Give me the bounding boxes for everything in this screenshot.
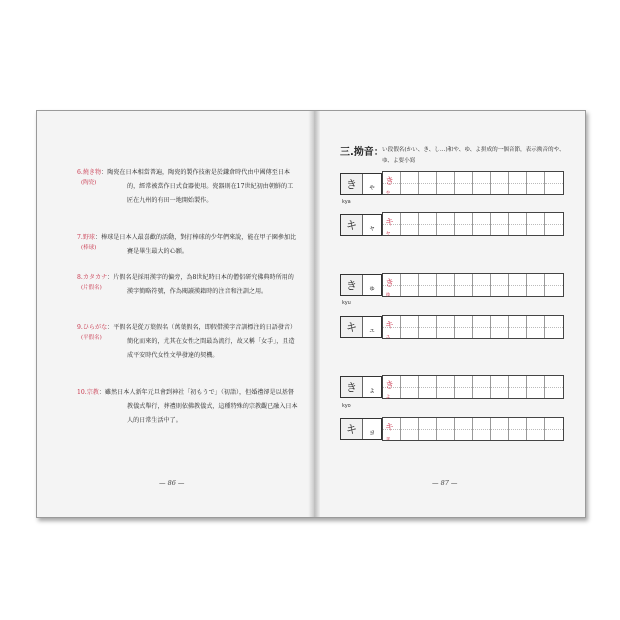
sample-kana: キョ [385, 423, 395, 442]
entry-term [77, 169, 101, 176]
entry-term-text: 宗教 [86, 389, 99, 396]
hiragana-box [340, 173, 382, 195]
kana-small: ゅ [368, 284, 376, 292]
entry-number: 6. [77, 169, 83, 176]
romaji-label: kyu [342, 300, 351, 306]
right-page [320, 111, 585, 517]
entry-number: 7. [77, 234, 83, 241]
katakana-box [340, 214, 382, 236]
romaji-label: kya [342, 199, 351, 205]
entry-subterm: (片假名) [81, 285, 102, 291]
sample-kana: きゅ [385, 279, 395, 298]
entry-text: 片假名是採用漢字的偏旁，為8世紀時日本的僧侶研究佛典時所用的漢字簡略符號，作為閱讀漢籍時的注音和注訓之用。 [113, 274, 294, 295]
practice-grid-katakana[interactable] [382, 315, 564, 339]
sample-kana: キュ [385, 321, 395, 340]
practice-grid-katakana[interactable] [382, 417, 564, 441]
sample-kana: きょ [385, 381, 395, 400]
practice-grid-hiragana[interactable] [382, 171, 564, 195]
kana-big: き [341, 377, 363, 397]
hiragana-box [340, 274, 382, 296]
entry-6: 6.燒き物：陶瓷在日本相當普遍，陶瓷的製作技術是於鎌倉時代由中國傳至日本的，經常被當作日式食器使用。瓷器則在17世紀初由朝鮮的工匠在九州的有田一地開始製作。 (陶瓷) [77, 169, 294, 204]
katakana-box [340, 316, 382, 338]
katakana-box [340, 418, 382, 440]
practice-grid-hiragana[interactable] [382, 375, 564, 399]
entry-text: 平假名是從万葉假名（萬葉假名，即假借漢字音訓標注的日語發音）簡化而來的，尤其在女性之間最為流行，故又稱「女手」，且造成平安時代女性文學發達的契機。 [113, 324, 297, 359]
practice-grid-katakana[interactable] [382, 212, 564, 236]
kana-big: キ [341, 215, 363, 235]
kana-big: キ [341, 317, 363, 337]
entry-number: 9. [77, 324, 83, 331]
entry-term-text: 野球 [82, 234, 96, 241]
kana-big: キ [341, 419, 363, 439]
entry-number: 10. [77, 389, 87, 396]
left-page [37, 111, 308, 517]
kana-small: ュ [368, 326, 376, 334]
page-number: — 86 — [159, 479, 185, 487]
sample-kana: きゃ [385, 177, 395, 196]
book-spine [308, 111, 320, 517]
practice-grid-hiragana[interactable] [382, 273, 564, 297]
entry-subterm: (平假名) [81, 335, 102, 341]
section-title: 三.拗音： [340, 147, 384, 158]
entry-subterm: (棒球) [81, 245, 97, 251]
entry-9: 9.ひらがな：平假名是從万葉假名（萬葉假名，即假借漢字音訓標注的日語發音）簡化而來的，尤其在女性之間最為流行，故又稱「女手」，且造成平安時代女性文學發達的契機。 (平假名) [77, 324, 297, 359]
kana-small: ょ [368, 386, 376, 394]
kana-small: ョ [368, 428, 376, 436]
entry-text: 雖然日本人新年元旦會到神社「初もうで」（初詣），但婚禮卻是以基督教儀式舉行，葬禮則依佛教儀式，這種特殊的宗教觀已融入日本人的日常生活中了。 [104, 389, 298, 424]
entry-term-text: 燒き物 [82, 169, 102, 176]
entry-number: 8. [77, 274, 83, 281]
open-book [36, 110, 586, 518]
kana-small: ゃ [368, 183, 376, 191]
kana-big: き [341, 174, 363, 194]
entry-term-text: ひらがな [82, 324, 108, 331]
kana-big: き [341, 275, 363, 295]
entry-text: 陶瓷在日本相當普遍，陶瓷的製作技術是於鎌倉時代由中國傳至日本的，經常被當作日式食器使用。瓷器則在17世紀初由朝鮮的工匠在九州的有田一地開始製作。 [107, 169, 294, 204]
section-description: い段假名(かい、き、し…)和や、ゆ、よ拼成的一個音節，表示拗音的や、ゆ、よ要小寫 [382, 147, 565, 164]
romaji-label: kyo [342, 403, 351, 409]
entry-text: 棒球是日本人最喜歡的活動，對打棒球的少年們來說，能在甲子園參加比賽是畢生最大的心願。 [101, 234, 297, 255]
kana-small: ャ [368, 224, 376, 232]
entry-8: 8.カタカナ：片假名是採用漢字的偏旁，為8世紀時日本的僧侶研究佛典時所用的漢字簡略符號，作為閱讀漢籍時的注音和注訓之用。 (片假名) [77, 274, 294, 295]
entry-term-text: カタカナ [82, 274, 108, 281]
sample-kana: キャ [385, 218, 395, 237]
entry-7: 7.野球：棒球是日本人最喜歡的活動，對打棒球的少年們來說，能在甲子園參加比賽是畢生最大的心願。 (棒球) [77, 234, 297, 255]
entry-10: 10.宗教：雖然日本人新年元旦會到神社「初もうで」（初詣），但婚禮卻是以基督教儀式舉行，葬禮則依佛教儀式，這種特殊的宗教觀已融入日本人的日常生活中了。 [77, 389, 298, 424]
page-number: — 87 — [432, 479, 458, 487]
entry-subterm: (陶瓷) [81, 180, 97, 186]
hiragana-box [340, 376, 382, 398]
